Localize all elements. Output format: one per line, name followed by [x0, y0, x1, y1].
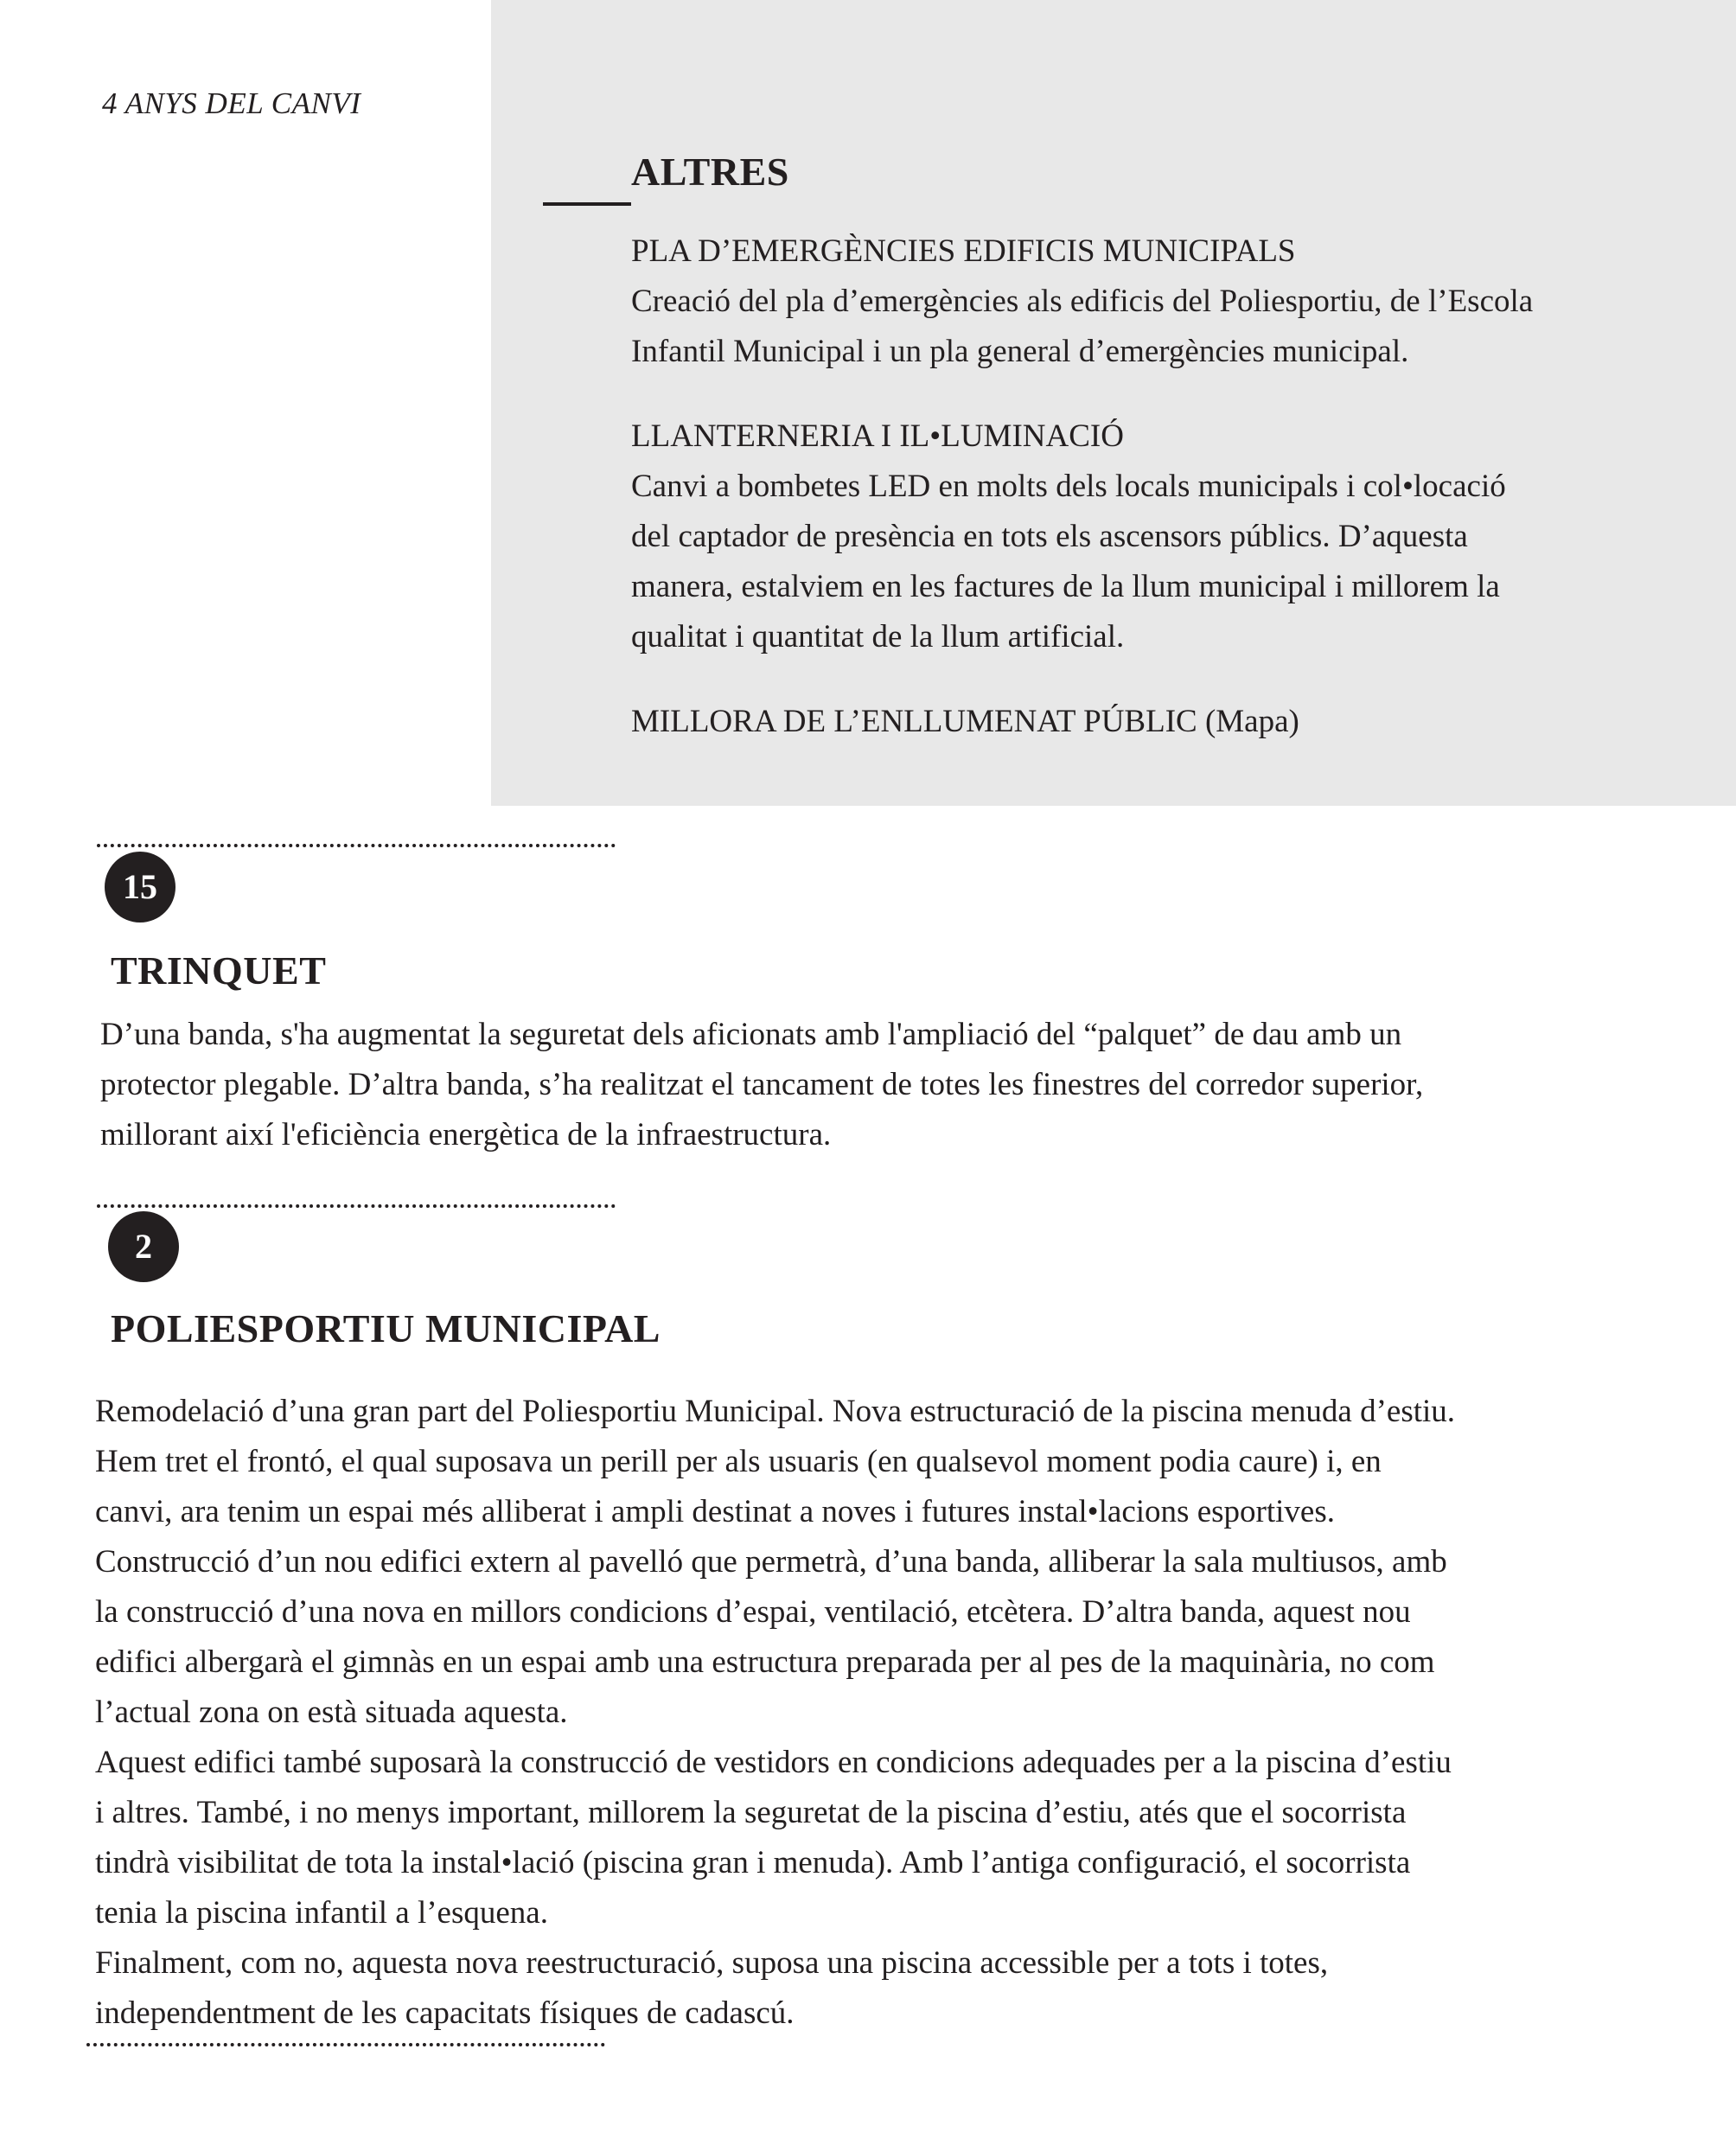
body-line: millorant així l'eficiència energètica de la infraestructura.	[100, 1117, 832, 1152]
altres-item	[631, 697, 1660, 747]
trinquet-body	[100, 1010, 1708, 1160]
item-line: Creació del pla d’emergències als edificis del Poliesportiu, de l’Escola	[631, 284, 1534, 319]
item-line: qualitat i quantitat de la llum artificial.	[631, 619, 1125, 654]
body-line: la construcció d’una nova en millors condicions d’espai, ventilació, etcètera. D’altra banda, aquest nou	[95, 1594, 1411, 1630]
body-line: edifici albergarà el gimnàs en un espai amb una estructura preparada per al pes de la maquinària, no com	[95, 1644, 1435, 1680]
poliesportiu-body	[95, 1387, 1720, 2039]
item-heading: MILLORA DE L’ENLLUMENAT PÚBLIC (Mapa)	[631, 704, 1299, 739]
running-head: 4 ANYS DEL CANVI	[102, 86, 361, 120]
body-line: tindrà visibilitat de tota la instal•lació (piscina gran i menuda). Amb l’antiga configuració, el socorrista	[95, 1845, 1411, 1880]
body-line: tenia la piscina infantil a l’esquena.	[95, 1895, 548, 1931]
section-rule	[543, 202, 631, 206]
body-line: Construcció d’un nou edifici extern al pavelló que permetrà, d’una banda, alliberar la sala multiusos, amb	[95, 1544, 1447, 1580]
dotted-separator	[86, 2043, 605, 2046]
body-line: D’una banda, s'ha augmentat la seguretat dels aficionats amb l'ampliació del “palquet” de dau amb un	[100, 1017, 1402, 1052]
body-line: Hem tret el frontó, el qual suposava un perill per als usuaris (en qualsevol moment podia caure) i, en	[95, 1444, 1382, 1479]
item-line: Canvi a bombetes LED en molts dels locals municipals i col•locació	[631, 469, 1506, 504]
number-badge: 15	[105, 852, 176, 922]
body-line: Aquest edifici també suposarà la construcció de vestidors en condicions adequades per a la piscina d’estiu	[95, 1745, 1452, 1780]
altres-body	[631, 227, 1660, 747]
altres-item	[631, 412, 1660, 662]
body-line: canvi, ara tenim un espai més alliberat i ampli destinat a noves i futures instal•lacions esportives.	[95, 1494, 1335, 1529]
item-heading: PLA D’EMERGÈNCIES EDIFICIS MUNICIPALS	[631, 233, 1296, 269]
item-heading: LLANTERNERIA I IL•LUMINACIÓ	[631, 418, 1124, 454]
trinquet-title: TRINQUET	[111, 948, 327, 993]
poliesportiu-title: POLIESPORTIU MUNICIPAL	[111, 1306, 661, 1350]
altres-item	[631, 227, 1660, 377]
body-line: Remodelació d’una gran part del Poliesportiu Municipal. Nova estructuració de la piscina menuda d’estiu.	[95, 1394, 1456, 1429]
number-badge: 2	[108, 1211, 179, 1282]
dotted-separator	[97, 1204, 616, 1208]
item-line: manera, estalviem en les factures de la llum municipal i millorem la	[631, 569, 1500, 604]
altres-title: ALTRES	[631, 150, 789, 194]
item-line: del captador de presència en tots els ascensors públics. D’aquesta	[631, 519, 1468, 554]
body-line: protector plegable. D’altra banda, s’ha realitzat el tancament de totes les finestres del corredor superior,	[100, 1067, 1424, 1102]
body-line: Finalment, com no, aquesta nova reestructuració, suposa una piscina accessible per a tots i totes,	[95, 1945, 1329, 1981]
dotted-separator	[97, 844, 616, 847]
body-line: l’actual zona on està situada aquesta.	[95, 1695, 568, 1730]
body-line: i altres. També, i no menys important, millorem la seguretat de la piscina d’estiu, atés que el socorrista	[95, 1795, 1407, 1830]
body-line: independentment de les capacitats físiques de cadascú.	[95, 1995, 795, 2031]
item-line: Infantil Municipal i un pla general d’emergències municipal.	[631, 334, 1409, 369]
